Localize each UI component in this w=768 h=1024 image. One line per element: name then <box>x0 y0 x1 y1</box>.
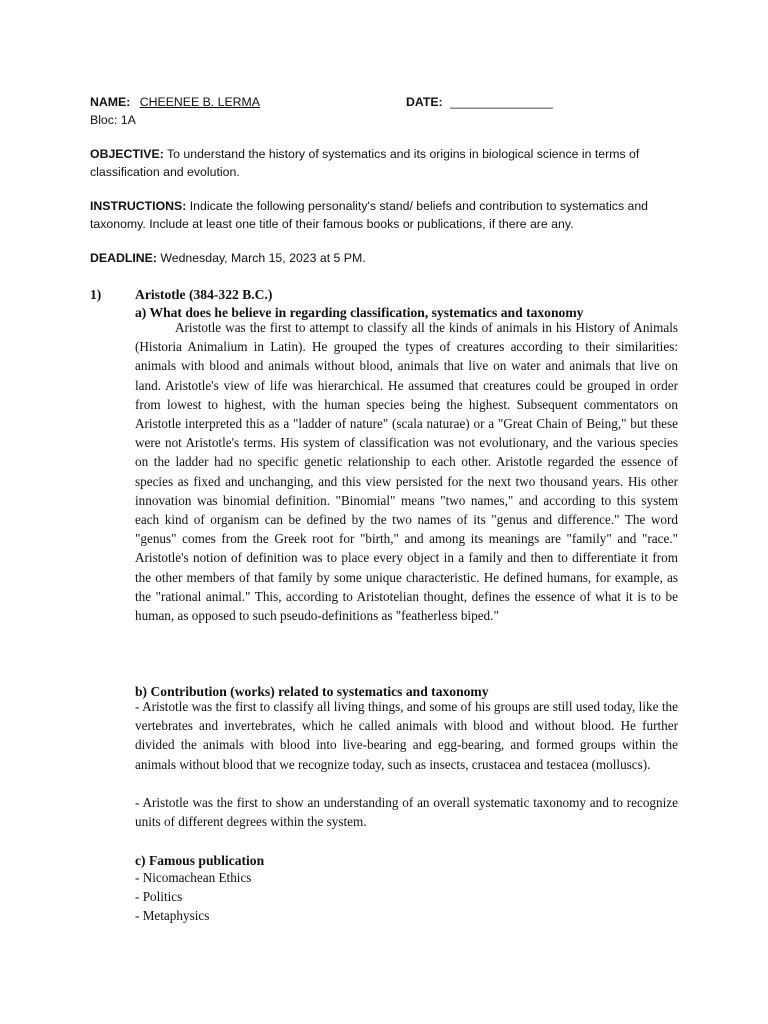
section-b-bullet-1: - Aristotle was the first to classify all living things, and some of his groups are still used today, like the vertebrates and invertebrates, which he called animals with blood and without blood. He further divided the animals with blood into live-bearing and egg-bearing, and formed groups within the animals without blood that we recognize today, such as insects, crustacea and testacea (molluscs). <box>135 699 678 772</box>
instructions-text: Indicate the following personality's stand/ beliefs and contribution to systematics and taxonomy. Include at least one title of their famous books or publications, if there are any. <box>90 199 649 231</box>
objective-paragraph <box>90 145 680 181</box>
name-label: NAME: <box>90 95 131 109</box>
publication-item: - Metaphysics <box>135 908 210 924</box>
question-title: Aristotle (384-322 B.C.) <box>135 287 273 302</box>
deadline-line <box>90 249 366 267</box>
date-line <box>406 93 553 111</box>
publication-item: - Politics <box>135 889 183 905</box>
question-number: 1) <box>90 287 102 302</box>
bloc-line: Bloc: 1A <box>90 113 136 127</box>
section-b-heading: b) Contribution (works) related to systematics and taxonomy <box>135 684 489 699</box>
date-label: DATE: <box>406 95 443 109</box>
date-value: _______________ <box>450 95 553 109</box>
name-line <box>90 93 260 111</box>
publication-list <box>135 868 251 926</box>
instructions-label: INSTRUCTIONS: <box>90 199 187 213</box>
name-value: CHEENEE B. LERMA <box>139 95 261 109</box>
section-a-heading: a) What does he believe in regarding classification, systematics and taxonomy <box>135 305 584 320</box>
instructions-paragraph <box>90 197 680 233</box>
objective-text: To understand the history of systematics and its origins in biological science in terms of classification and evolution. <box>90 147 640 179</box>
section-b-bullet-2: - Aristotle was the first to show an understanding of an overall systematic taxonomy and to recognize units of different degrees within the system. <box>135 795 678 830</box>
publication-item: - Nicomachean Ethics <box>135 870 252 885</box>
section-a-body: Aristotle was the first to attempt to classify all the kinds of animals in his History of Animals (Historia Animalium in Latin). He grouped the types of creatures according to their similarities: animals with blood and animals without blood, animals that live on water and animals that live on land. Aristotle's view of life was hierarchical. He assumed that creatures could be grouped in order from lowest to highest, with the human species being the highest. Subsequent commentators on Aristotle interpreted this as a "ladder of nature" (scala naturae) or a "Great Chain of Being," but these were not Aristotle's terms. His system of classification was not evolutionary, and the various species on the ladder had no specific genetic relationship to each other. Aristotle regarded the essence of species as fixed and unchanging, and this view persisted for the next two thousand years. His other innovation was binomial definition. "Binomial" means "two names," and according to this system each kind of organism can be defined by the two names of its "genus and difference." The word "genus" comes from the Greek root for "birth," and among its meanings are "family" and "race." Aristotle's notion of definition was to place every object in a family and then to differentiate it from the other members of that family by some unique characteristic. He defined humans, for example, as the "rational animal." This, according to Aristotelian thought, defines the essence of what it is to be human, as opposed to such pseudo-definitions as "featherless biped." <box>135 320 678 624</box>
objective-label: OBJECTIVE: <box>90 147 164 161</box>
deadline-text: Wednesday, March 15, 2023 at 5 PM. <box>160 251 366 265</box>
deadline-label: DEADLINE: <box>90 251 157 265</box>
section-c-heading: c) Famous publication <box>135 853 265 868</box>
